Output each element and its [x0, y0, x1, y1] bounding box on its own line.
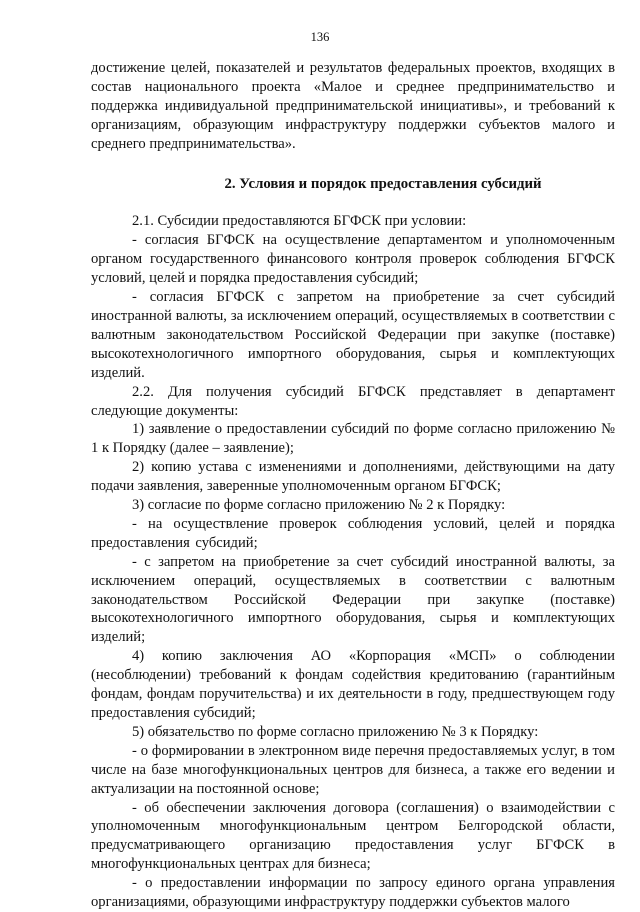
document-item-2: 2) копию устава с изменениями и дополнениями, действующими на дату подачи заявления, заверенные уполномоченным органом БГФСК; — [91, 459, 615, 495]
paragraph-2-1: 2.1. Субсидии предоставляются БГФСК при условии: — [132, 213, 467, 230]
section-heading: 2. Условия и порядок предоставления субсидий — [224, 175, 542, 192]
paragraph-2-2: 2.2. Для получения субсидий БГФСК представляет в департамент следующие документы: — [91, 383, 615, 419]
document-item-5-sub-1: - о формировании в электронном виде перечня предоставляемых услуг, в том числе на базе многофункциональных центров для бизнеса, а также его ведении и актуализации на постоянной основе; — [91, 742, 615, 797]
document-item-3-sub-1: - на осуществление проверок соблюдения условий, целей и порядка предоставления субсидий; — [91, 515, 615, 551]
document-item-5-sub-3: - о предоставлении информации по запросу единого органа управления организациями, образующими инфраструктуру поддержки субъектов малого — [91, 875, 615, 911]
document-body — [91, 59, 615, 912]
document-item-5: 5) обязательство по форме согласно приложению № 3 к Порядку: — [132, 723, 539, 740]
document-item-3-sub-2: - с запретом на приобретение за счет субсидий иностранной валюты, за исключением операций, осуществляемых в соответствии с валютным законодательством Российской Федерации при закупке (поставке) высокотехнологичного импортного оборудования, сырья и комплектующих изделий; — [91, 553, 615, 646]
document-item-3: 3) согласие по форме согласно приложению № 2 к Порядку: — [132, 497, 506, 514]
condition-control-consent: - согласия БГФСК на осуществление департаментом и уполномоченным органом государственного финансового контроля проверок соблюдения БГФСК условий, целей и порядка предоставления субсидий; — [91, 232, 615, 287]
condition-currency-ban: - согласия БГФСК с запретом на приобретение за счет субсидий иностранной валюты, за исключением операций, осуществляемых в соответствии с валютным законодательством Российской Федерации при закупке (поставке) высокотехнологичного импортного оборудования, сырья и комплектующих изделий. — [91, 289, 615, 381]
page-number: 136 — [310, 30, 330, 44]
document-item-5-sub-2: - об обеспечении заключения договора (соглашения) о взаимодействии с уполномоченным многофункциональным центром Белгородской области, предусматривающего организацию предоставления услуг БГФСК в многофункциональных центрах для бизнеса; — [91, 799, 615, 873]
document-item-1: 1) заявление о предоставлении субсидий по форме согласно приложению № 1 к Порядку (далее – заявление); — [91, 421, 615, 457]
intro-paragraph: достижение целей, показателей и результатов федеральных проектов, входящих в состав национального проекта «Малое и среднее предпринимательство и поддержка индивидуальной предпринимательской инициативы», и требований к организациям, образующим инфраструктуру поддержки субъектов малого и среднего предпринимательства». — [91, 60, 615, 152]
document-item-4: 4) копию заключения АО «Корпорация «МСП» о соблюдении (несоблюдении) требований к фондам содействия кредитованию (гарантийным фондам, фондам поручительства) и их деятельности в году, предшествующем году предоставления субсидий; — [91, 648, 615, 721]
